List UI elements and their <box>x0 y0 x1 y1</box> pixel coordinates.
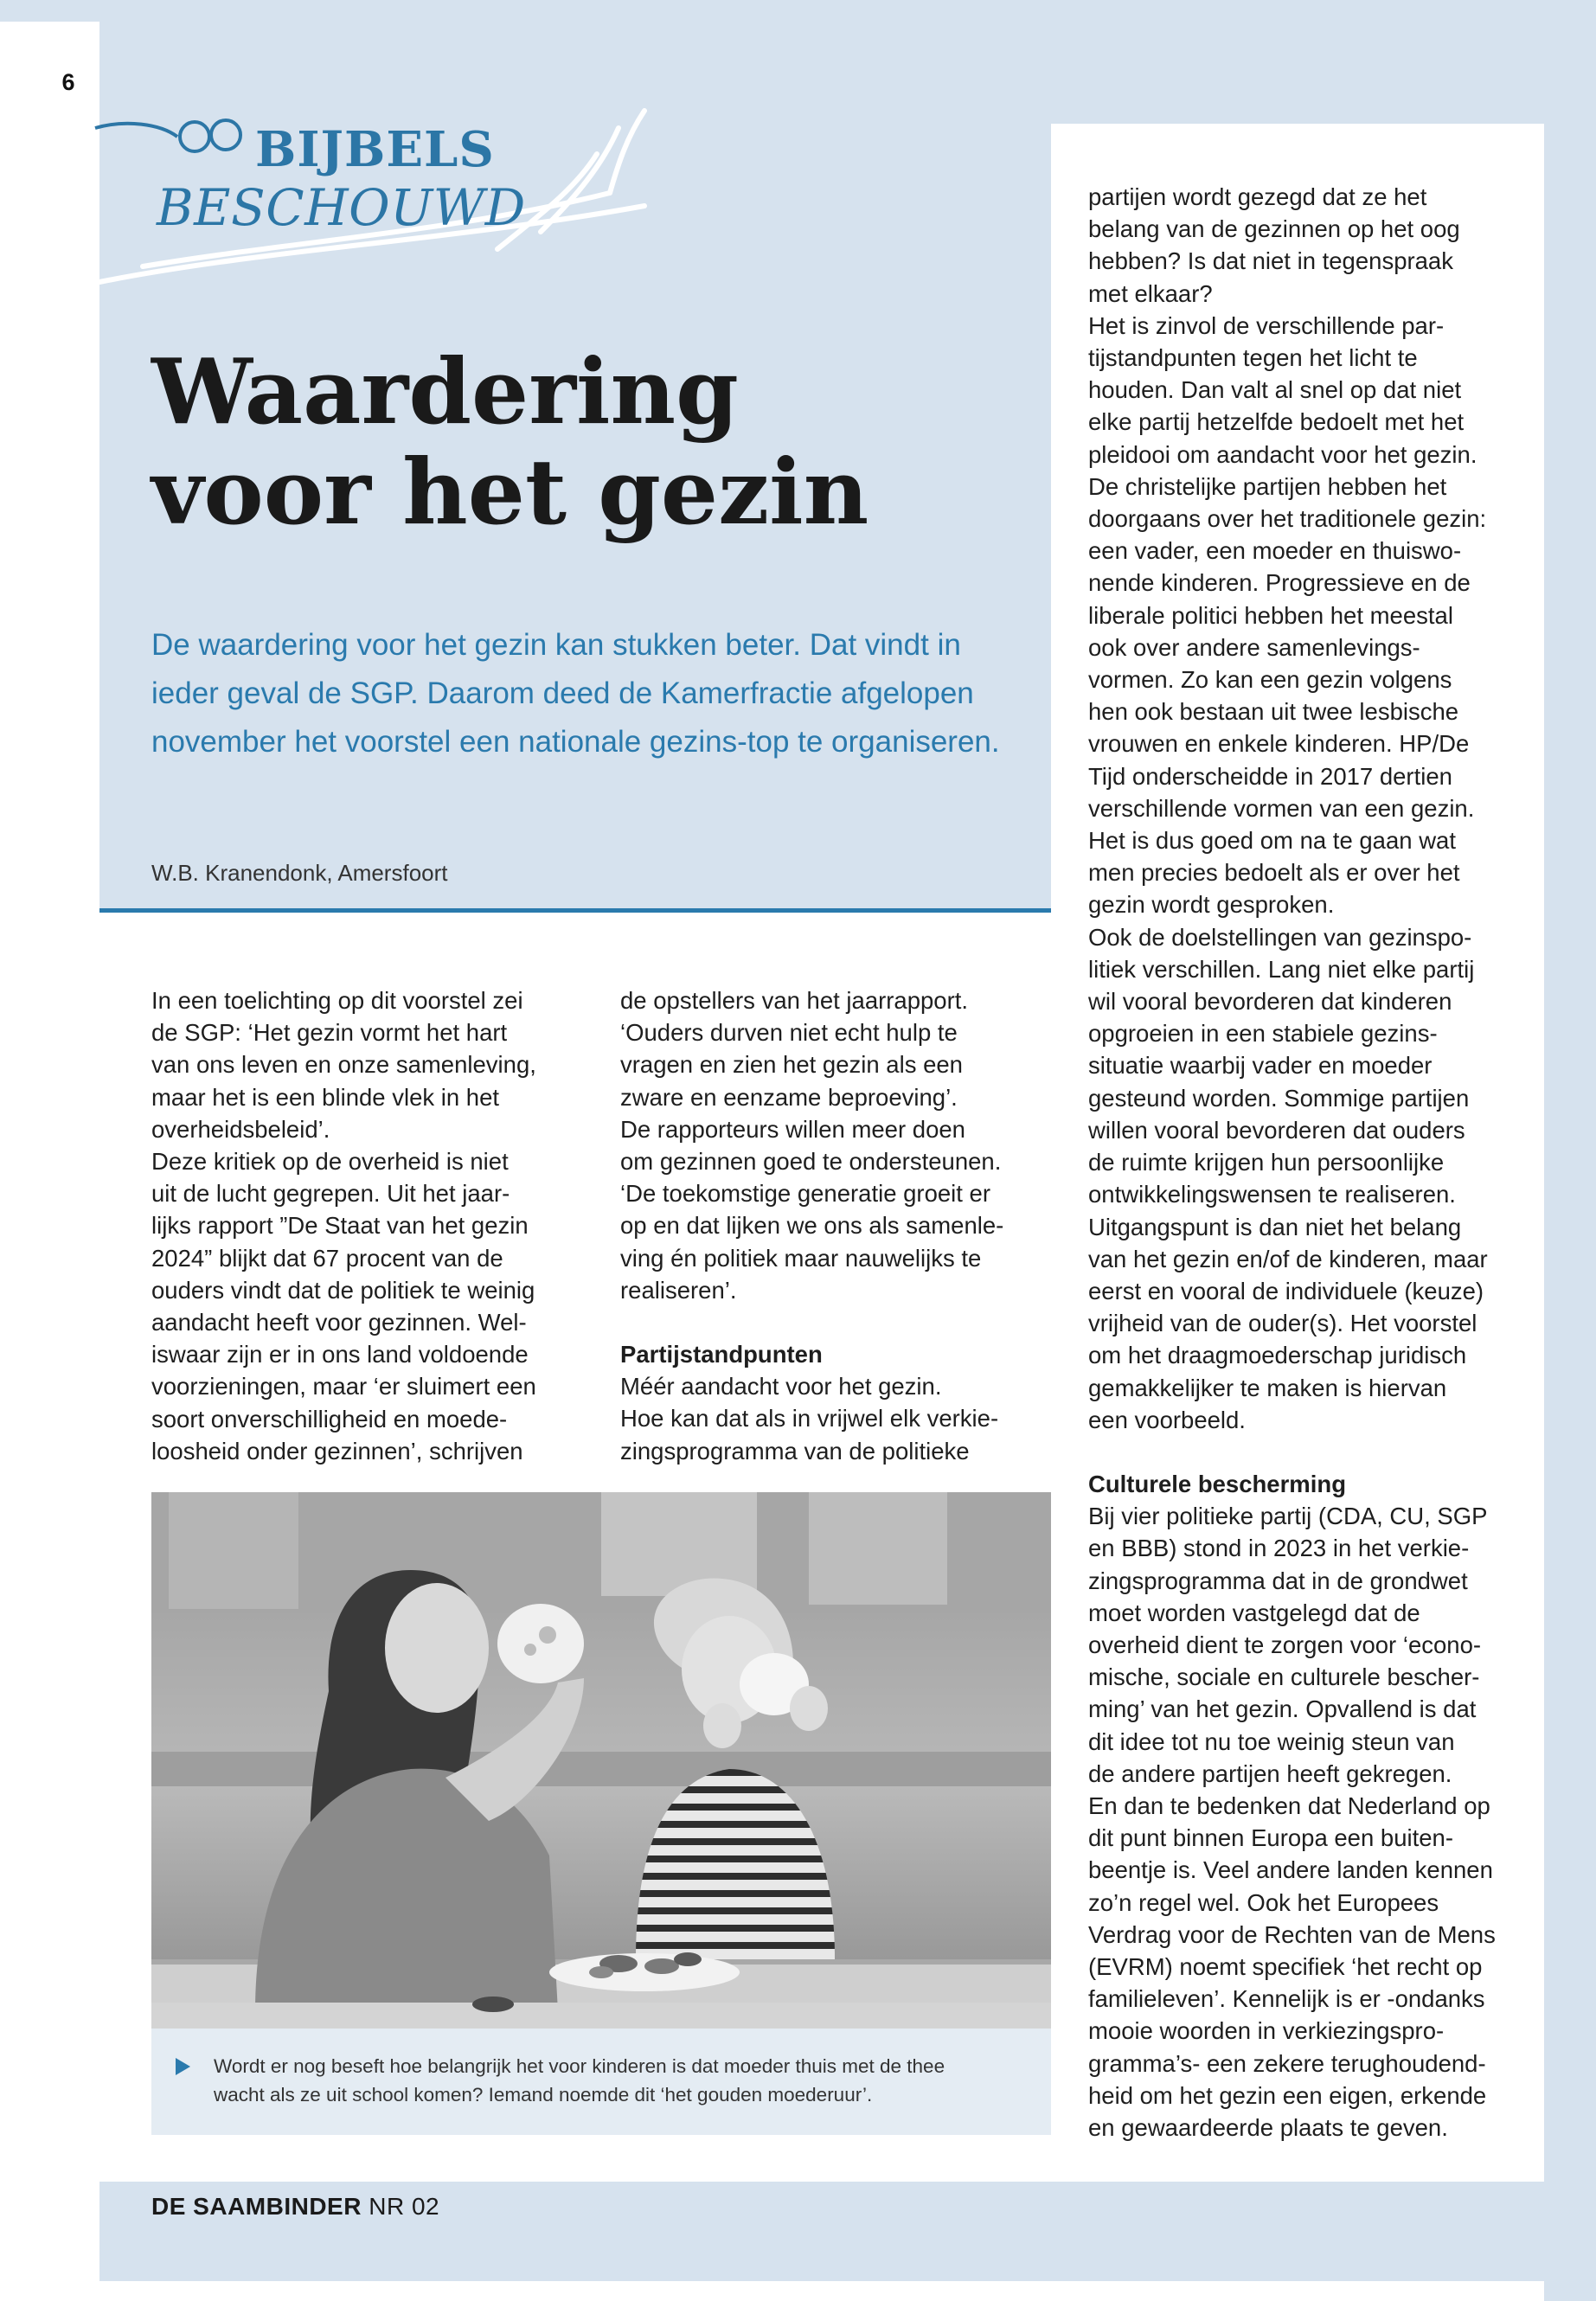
article-byline: W.B. Kranendonk, Amersfoort <box>151 860 448 886</box>
caption-text <box>214 2052 1027 2109</box>
text-line: zingsprogramma dat in de grondwet <box>1088 1567 1468 1594</box>
text-line: En dan te bedenken dat Nederland op <box>1088 1791 1490 1819</box>
text-line: zware en eenzame beproeving’. <box>620 1083 958 1111</box>
text-line: wil vooral bevorderen dat kinderen <box>1088 988 1452 1016</box>
text-line: ook over andere samenlevings- <box>1088 633 1420 661</box>
text-line: Uitgangspunt is dan niet het belang <box>1088 1213 1462 1240</box>
text-line: Bij vier politieke partij (CDA, CU, SGP <box>1088 1503 1488 1530</box>
text-line: litiek verschillen. Lang niet elke partij <box>1088 955 1475 983</box>
text-line: met elkaar? <box>1088 279 1213 307</box>
text-line: en BBB) stond in 2023 in het verkie- <box>1088 1535 1470 1562</box>
text-line: vormen. Zo kan een gezin volgens <box>1088 666 1452 694</box>
text-line: vragen en zien het gezin als een <box>620 1051 963 1079</box>
text-line: ontwikkelingswensen te realiseren. <box>1088 1181 1456 1208</box>
text-line: gramma’s- een zekere terughoudend- <box>1088 2049 1486 2077</box>
text-line: om gezinnen goed te ondersteunen. <box>620 1148 1002 1176</box>
text-line: situatie waarbij vader en moeder <box>1088 1052 1433 1080</box>
article-photo <box>151 1492 1051 2029</box>
mother-daughter-tea-photo <box>151 1492 1051 2029</box>
text-line: De rapporteurs willen meer doen <box>620 1115 965 1143</box>
issue-number: NR 02 <box>369 2193 440 2220</box>
text-line: ‘Ouders durven niet echt hulp te <box>620 1019 958 1047</box>
body-column-3 <box>1088 181 1538 2144</box>
page-number: 6 <box>61 69 75 95</box>
text-line: doorgaans over het traditionele gezin: <box>1088 505 1487 533</box>
text-line: nende kinderen. Progressieve en de <box>1088 569 1471 597</box>
text-line: voorzieningen, maar ‘er sluimert een <box>151 1373 536 1400</box>
page-background-right-band <box>1544 0 1596 2301</box>
text-line: Het is zinvol de verschillende par- <box>1088 311 1445 339</box>
text-line: loosheid onder gezinnen’, schrijven <box>151 1437 523 1465</box>
text-line: men precies bedoelt als er over het <box>1088 859 1460 887</box>
text-line: ming’ van het gezin. Opvallend is dat <box>1088 1695 1477 1723</box>
text-line: Méér aandacht voor het gezin. <box>620 1373 942 1400</box>
text-line: de ruimte krijgen hun persoonlijke <box>1088 1149 1445 1176</box>
text-line: heid om het gezin een eigen, erkende <box>1088 2081 1487 2109</box>
text-line: en gewaardeerde plaats te geven. <box>1088 2113 1448 2141</box>
text-line: iswaar zijn er in ons land voldoende <box>151 1341 529 1368</box>
text-line: zo’n regel wel. Ook het Europees <box>1088 1888 1439 1916</box>
text-line: Het is dus goed om na te gaan wat <box>1088 827 1456 855</box>
text-line: op en dat lijken we ons als samenle- <box>620 1212 1004 1240</box>
text-line: willen vooral bevorderen dat ouders <box>1088 1116 1465 1144</box>
paragraph-gap <box>620 1306 1053 1338</box>
text-line: elke partij hetzelfde bedoelt met het <box>1088 408 1465 436</box>
text-line: Verdrag voor de Rechten van de Mens <box>1088 1920 1496 1948</box>
logo-text-beschouwd: BESCHOUWD <box>157 178 526 237</box>
caption-line-1: Wordt er nog beseft hoe belangrijk het voor kinderen is dat moeder thuis met de thee <box>214 2055 945 2077</box>
text-line: de andere partijen heeft gekregen. <box>1088 1759 1452 1787</box>
text-line: van het gezin en/of de kinderen, maar <box>1088 1245 1488 1272</box>
text-line: pleidooi om aandacht voor het gezin. <box>1088 440 1477 468</box>
text-line: ving én politiek maar nauwelijks te <box>620 1244 982 1272</box>
text-line: Ook de doelstellingen van gezinspo- <box>1088 923 1472 951</box>
text-line: een vader, een moeder en thuiswo- <box>1088 537 1462 565</box>
text-line: vrijheid van de ouder(s). Het voorstel <box>1088 1310 1477 1337</box>
text-line: moet worden vastgelegd dat de <box>1088 1599 1420 1626</box>
article-title <box>151 338 869 545</box>
text-line: gezin wordt gesproken. <box>1088 891 1335 919</box>
text-line: aandacht heeft voor gezinnen. Wel- <box>151 1309 527 1336</box>
text-line: familieleven’. Kennelijk is er -ondanks <box>1088 1985 1485 2013</box>
photo-caption <box>151 2029 1051 2135</box>
text-line: dit idee tot nu toe weinig steun van <box>1088 1727 1455 1755</box>
text-line: ouders vindt dat de politiek te weinig <box>151 1276 535 1304</box>
text-line: zingsprogramma van de politieke <box>620 1437 970 1465</box>
text-line: eerst en vooral de individuele (keuze) <box>1088 1277 1484 1304</box>
body-column-2 <box>620 984 1053 1467</box>
text-line: 2024” blijkt dat 67 procent van de <box>151 1244 503 1272</box>
article-title-line-1: Waardering <box>151 338 739 445</box>
text-line: een voorbeeld. <box>1088 1406 1246 1433</box>
text-line: vrouwen en enkele kinderen. HP/De <box>1088 730 1470 758</box>
caption-triangle-icon <box>176 2058 190 2075</box>
text-line: Tijd onderscheidde in 2017 dertien <box>1088 762 1452 790</box>
text-line: overheidsbeleid’. <box>151 1115 330 1143</box>
text-line: partijen wordt gezegd dat ze het <box>1088 183 1427 210</box>
header-divider <box>99 908 1051 913</box>
text-line: (EVRM) noemt specifiek ‘het recht op <box>1088 1952 1483 1980</box>
text-line: lijks rapport ”De Staat van het gezin <box>151 1212 529 1240</box>
text-line: soort onverschilligheid en moede- <box>151 1405 508 1433</box>
text-line: dit punt binnen Europa een buiten- <box>1088 1824 1453 1852</box>
text-line: liberale politici hebben het meestal <box>1088 601 1453 629</box>
text-line: verschillende vormen van een gezin. <box>1088 794 1475 822</box>
header-panel-right <box>1051 22 1544 124</box>
text-line: maar het is een blinde vlek in het <box>151 1083 500 1111</box>
text-line: om het draagmoederschap juridisch <box>1088 1342 1467 1369</box>
text-line: ‘De toekomstige generatie groeit er <box>620 1180 991 1208</box>
text-line: de SGP: ‘Het gezin vormt het hart <box>151 1019 508 1047</box>
text-line: gemakkelijker te maken is hiervan <box>1088 1374 1447 1401</box>
text-line: De christelijke partijen hebben het <box>1088 472 1447 500</box>
caption-line-2: wacht als ze uit school komen? Iemand noemde dit ‘het gouden moederuur’. <box>214 2084 873 2106</box>
body-column-1 <box>151 984 601 1467</box>
text-line: beentje is. Veel andere landen kennen <box>1088 1856 1493 1884</box>
text-line: opgroeien in een stabiele gezins- <box>1088 1020 1438 1048</box>
subheading-culturele-bescherming: Culturele bescherming <box>1088 1470 1346 1497</box>
text-line: uit de lucht gegrepen. Uit het jaar- <box>151 1180 510 1208</box>
text-line: houden. Dan valt al snel op dat niet <box>1088 376 1462 404</box>
article-title-line-2: voor het gezin <box>151 439 869 545</box>
subheading-partijstandpunten: Partijstandpunten <box>620 1341 823 1368</box>
logo-text-bijbels: BIJBELS <box>255 121 495 178</box>
text-line: Hoe kan dat als in vrijwel elk verkie- <box>620 1405 999 1433</box>
text-line: overheid dient te zorgen voor ‘econo- <box>1088 1631 1482 1658</box>
text-line: In een toelichting op dit voorstel zei <box>151 987 523 1014</box>
text-line: gesteund worden. Sommige partijen <box>1088 1084 1470 1112</box>
text-line: hebben? Is dat niet in tegenspraak <box>1088 247 1453 275</box>
text-line: realiseren’. <box>620 1276 737 1304</box>
paragraph-gap <box>1088 1436 1538 1468</box>
text-line: mooie woorden in verkiezingspro- <box>1088 2017 1445 2045</box>
text-line: Deze kritiek op de overheid is niet <box>151 1148 509 1176</box>
text-line: belang van de gezinnen op het oog <box>1088 215 1460 243</box>
text-line: mische, sociale en culturele bescher- <box>1088 1663 1480 1691</box>
text-line: hen ook bestaan uit twee lesbische <box>1088 698 1459 726</box>
footer-magazine-issue <box>151 2193 439 2221</box>
bijbels-beschouwd-logo <box>91 102 662 288</box>
page-background-top-band <box>0 0 1596 22</box>
text-line: tijstandpunten tegen het licht te <box>1088 344 1418 372</box>
text-line: van ons leven en onze samenleving, <box>151 1051 536 1079</box>
magazine-name: DE SAAMBINDER <box>151 2193 362 2220</box>
article-lead: De waardering voor het gezin kan stukken beter. Dat vindt in ieder geval de SGP. Daarom deed de Kamerfractie afgelopen november het voorstel een nationale gezins-top te organiseren. <box>151 628 1000 759</box>
text-line: de opstellers van het jaarrapport. <box>620 987 969 1014</box>
